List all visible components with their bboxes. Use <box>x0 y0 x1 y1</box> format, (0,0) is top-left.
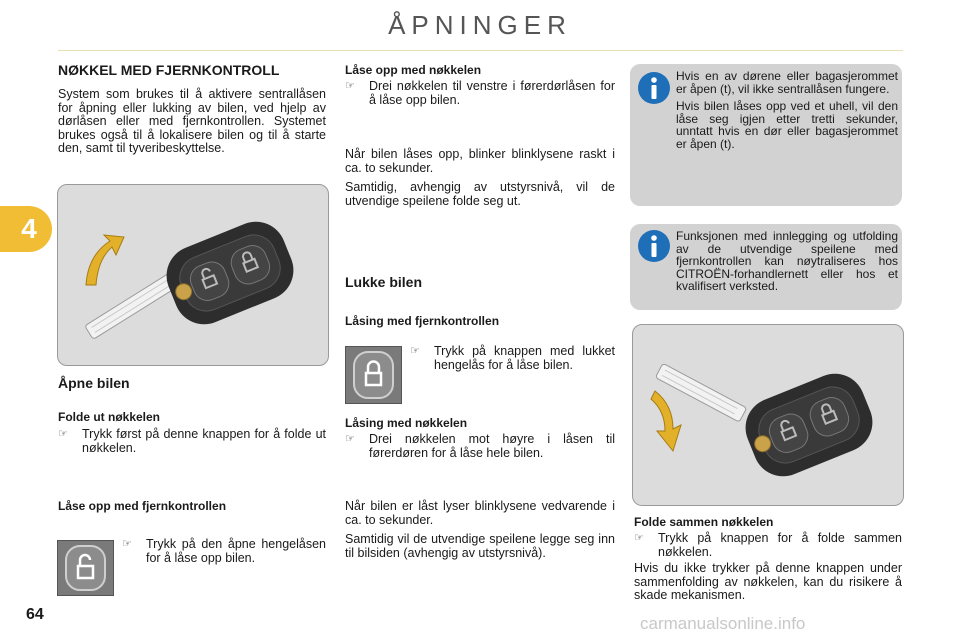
intro-text <box>58 88 326 162</box>
info-icon <box>636 228 672 264</box>
pointing-hand-icon: ☞ <box>122 538 132 550</box>
subheading-lock-key: Låsing med nøkkelen <box>345 416 468 430</box>
subheading-unlock-remote: Låse opp med fjernkontrollen <box>58 499 227 513</box>
page-title: ÅPNINGER <box>388 10 572 40</box>
info-paragraph: Funksjonen med innlegging og utfolding av de utvendige speilene med fjernkontrollen kan nøytraliseres hos CITROËN-forhandlernett eller hos et kvalifisert verksted. <box>676 229 898 293</box>
subheading-fold-out: Folde ut nøkkelen <box>58 410 161 424</box>
pointing-hand-icon: ☞ <box>58 428 68 440</box>
bullet-lock-key <box>345 433 615 460</box>
info-box-doors <box>630 64 902 206</box>
lock-paragraph-1: Når bilen er låst lyser blinklysene vedvarende i ca. to sekunder. <box>345 499 615 527</box>
key-fold-drawing <box>633 325 903 505</box>
pointing-hand-icon: ☞ <box>410 345 420 357</box>
bullet-text: Trykk på den åpne hengelåsen for å låse opp bilen. <box>146 537 326 565</box>
unlock-paragraph-2: Samtidig, avhengig av utstyrsnivå, vil de utvendige speilene folde seg ut. <box>345 180 615 208</box>
chapter-number: 4 <box>21 213 37 244</box>
section-title-open-car: Åpne bilen <box>58 375 130 391</box>
subheading-lock-remote: Låsing med fjernkontrollen <box>345 314 500 328</box>
section-title-key-remote: NØKKEL MED FJERNKONTROLL <box>58 62 280 78</box>
bullet-text: Trykk på knappen med lukket hengelås for å låse bilen. <box>434 344 615 372</box>
subheading-fold-in: Folde sammen nøkkelen <box>634 515 774 529</box>
key-unfold-drawing <box>58 185 328 365</box>
watermark: carmanualsonline.info <box>640 614 806 633</box>
subheading-unlock-key: Låse opp med nøkkelen <box>345 63 482 77</box>
lock-notes <box>345 500 615 566</box>
info-box-mirrors-text <box>676 230 898 298</box>
bullet-fold-out <box>58 428 326 455</box>
bullet-fold-in <box>634 532 902 559</box>
section-title-close-car: Lukke bilen <box>345 274 423 290</box>
fold-in-note: Hvis du ikke trykker på denne knappen under sammenfolding av nøkkelen, kan du risikere å skade mekanismen. <box>634 561 902 602</box>
info-box-mirrors <box>630 224 902 310</box>
lock-paragraph-2: Samtidig vil de utvendige speilene legge seg inn til bilsiden (avhengig av utstyrsnivå). <box>345 532 615 560</box>
bullet-text: Drei nøkkelen til venstre i førerdørlåsen for å låse opp bilen. <box>369 79 615 107</box>
bullet-text: Trykk på knappen for å folde sammen nøkkelen. <box>658 531 902 559</box>
info-icon <box>636 70 672 106</box>
key-unfold-illustration <box>57 184 329 366</box>
closed-padlock-button-image <box>345 346 402 404</box>
pointing-hand-icon: ☞ <box>345 80 355 92</box>
info-paragraph-1: Hvis en av dørene eller bagasjerommet er åpen (t), vil ikke sentrallåsen fungere. <box>676 69 898 96</box>
bullet-lock-remote <box>410 345 615 372</box>
title-divider <box>58 50 903 51</box>
bullet-unlock-remote <box>122 538 326 565</box>
info-box-doors-text <box>676 70 898 155</box>
info-paragraph-2: Hvis bilen låses opp ved et uhell, vil den låse seg igjen etter tretti sekunder, unntatt hvis en dør eller bagasjerommet er åpen (t). <box>676 99 898 151</box>
closed-padlock-icon <box>346 347 401 403</box>
unlock-paragraph-1: Når bilen låses opp, blinker blinklysene raskt i ca. to sekunder. <box>345 147 615 175</box>
open-padlock-icon <box>58 541 113 595</box>
pointing-hand-icon: ☞ <box>634 532 644 544</box>
fold-in-warning <box>634 562 902 609</box>
page-number: 64 <box>26 606 44 623</box>
bullet-unlock-key <box>345 80 615 107</box>
unlock-notes <box>345 148 615 214</box>
intro-paragraph: System som brukes til å aktivere sentrallåsen for åpning eller lukking av bilen, ved hjelp av dørlåsen eller med fjernkontrollen. Systemet brukes også til å lokalisere bilen og til å starte den, samt til tyveribeskyttelse. <box>58 87 326 155</box>
bullet-text: Trykk først på denne knappen for å folde ut nøkkelen. <box>82 427 326 455</box>
key-fold-illustration <box>632 324 904 506</box>
bullet-text: Drei nøkkelen mot høyre i låsen til førerdøren for å låse hele bilen. <box>369 432 615 460</box>
open-padlock-button-image <box>57 540 114 596</box>
pointing-hand-icon: ☞ <box>345 433 355 445</box>
